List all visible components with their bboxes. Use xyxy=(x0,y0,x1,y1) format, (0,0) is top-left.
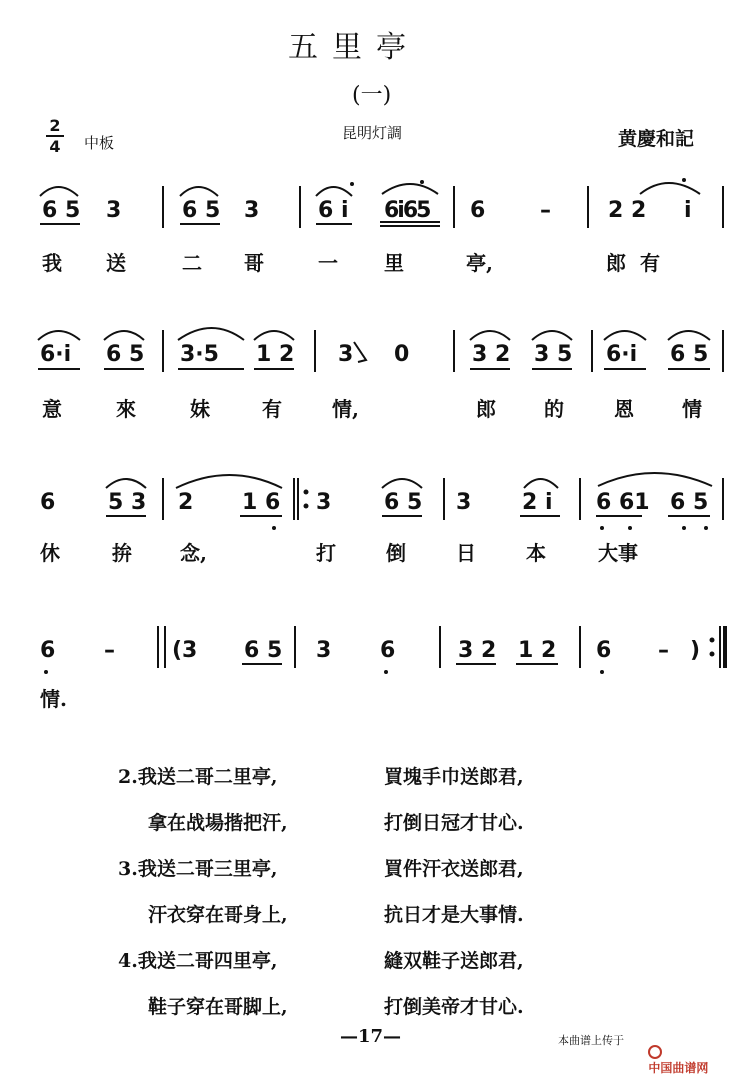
note-group: 6 5 xyxy=(244,638,283,663)
tempo-marking: 中板 xyxy=(84,134,115,152)
verse-line-right: 買件汗衣送郎君, xyxy=(384,858,524,880)
lyric: 休 xyxy=(40,541,60,565)
note: 3 xyxy=(316,490,332,515)
verse-line-right: 打倒日冠才甘心. xyxy=(384,812,524,834)
lyric: 本 xyxy=(526,541,546,565)
lyric: 念, xyxy=(180,541,207,565)
verse-line-left: 汗衣穿在哥身上, xyxy=(148,904,288,926)
note: 6 xyxy=(40,638,56,663)
lyric: 里 xyxy=(384,251,404,275)
site-name: 中国曲谱网 xyxy=(648,1060,709,1075)
note: 3 xyxy=(316,638,332,663)
verse-line-left: 2.我送二哥二里亭, xyxy=(118,766,278,788)
note: 3 xyxy=(106,198,122,223)
lyric: 亭, xyxy=(466,251,493,275)
section-number: (一) xyxy=(352,83,392,108)
note: 6 xyxy=(470,198,486,223)
paren-close: ) xyxy=(690,638,701,663)
lyric: 的 xyxy=(544,397,564,421)
note: 3 xyxy=(338,342,354,367)
lyric: 有 xyxy=(640,251,660,275)
note-group: 6i65 xyxy=(384,198,430,223)
time-signature-top: 2 xyxy=(49,116,61,135)
note-group: 6 61 xyxy=(596,490,650,515)
note: 6 xyxy=(380,638,396,663)
note-group: 3 5 xyxy=(534,342,573,367)
lyric: 恩 xyxy=(614,397,634,421)
lyric: 來 xyxy=(116,397,136,421)
verse-line-left: 拿在战場揩把汗, xyxy=(148,812,288,834)
note: 2 xyxy=(178,490,194,515)
note-group: 6·i xyxy=(606,342,638,367)
time-signature-bottom: 4 xyxy=(49,137,61,156)
verse-line-left: 3.我送二哥三里亭, xyxy=(118,858,278,880)
note-group: 6 5 xyxy=(384,490,423,515)
note-group: 5 3 xyxy=(108,490,147,515)
lyric: 意 xyxy=(42,397,62,421)
verse-line-right: 買塊手巾送郎君, xyxy=(384,766,524,788)
note-group: 6 5 xyxy=(670,342,709,367)
verse-line-left: 4.我送二哥四里亭, xyxy=(118,950,278,972)
lyric: 日 xyxy=(456,541,476,565)
note-group: 1 2 xyxy=(256,342,295,367)
rest: 0 xyxy=(394,342,410,367)
lyric: 哥 xyxy=(244,251,264,275)
lyric: 大事 xyxy=(598,541,638,565)
lyric: 有 xyxy=(262,397,282,421)
note-group: 6 5 xyxy=(182,198,221,223)
note: 3 xyxy=(456,490,472,515)
note-group: 6 5 xyxy=(106,342,145,367)
note-group: 6 5 xyxy=(670,490,709,515)
lyric: 拚 xyxy=(112,541,132,565)
note: 6 xyxy=(596,638,612,663)
lyric: 妹 xyxy=(190,397,210,421)
verse-line-right: 抗日才是大事情. xyxy=(384,904,524,926)
site-logo xyxy=(640,1030,746,1076)
note-group: 2 2 xyxy=(608,198,647,223)
upload-credit: 本曲谱上传于 xyxy=(558,1034,624,1047)
lyric: 郎 xyxy=(476,397,496,421)
note-group: 6·i xyxy=(40,342,72,367)
note-group: 6 i xyxy=(318,198,349,223)
note-group: 2 i xyxy=(522,490,553,515)
verse-line-left: 鞋子穿在哥脚上, xyxy=(148,996,288,1018)
lyric: 打 xyxy=(316,541,336,565)
tune-type: 昆明灯調 xyxy=(342,124,403,142)
dash: – xyxy=(104,638,115,663)
lyric: 我 xyxy=(42,251,62,275)
verse-line-right: 打倒美帝才甘心. xyxy=(384,996,524,1018)
page-number: —17— xyxy=(340,1026,402,1047)
lyric: 倒 xyxy=(386,541,406,565)
song-title: 五里亭 xyxy=(288,30,420,65)
logo-icon xyxy=(648,1045,662,1059)
dash: – xyxy=(658,638,669,663)
lyric: 郎 xyxy=(606,251,626,275)
note-group: 1 2 xyxy=(518,638,557,663)
note-group: 3 2 xyxy=(458,638,497,663)
lyric: 送 xyxy=(106,251,126,275)
collector-credit: 黄慶和記 xyxy=(618,128,695,150)
note-group: 3·5 xyxy=(180,342,219,367)
lyric: 二 xyxy=(182,251,202,275)
note: (3 xyxy=(172,638,198,663)
note-group: 3 2 xyxy=(472,342,511,367)
verse-line-right: 縫双鞋子送郎君, xyxy=(384,950,524,972)
lyric: 情. xyxy=(40,687,67,711)
lyric: 一 xyxy=(318,251,338,275)
note: i xyxy=(684,198,692,223)
lyric: 情, xyxy=(332,397,359,421)
note-group: 1 6 xyxy=(242,490,281,515)
note: 6 xyxy=(40,490,56,515)
note-group: 6 5 xyxy=(42,198,81,223)
note: 3 xyxy=(244,198,260,223)
lyric: 情 xyxy=(682,397,702,421)
dash: – xyxy=(540,198,551,223)
